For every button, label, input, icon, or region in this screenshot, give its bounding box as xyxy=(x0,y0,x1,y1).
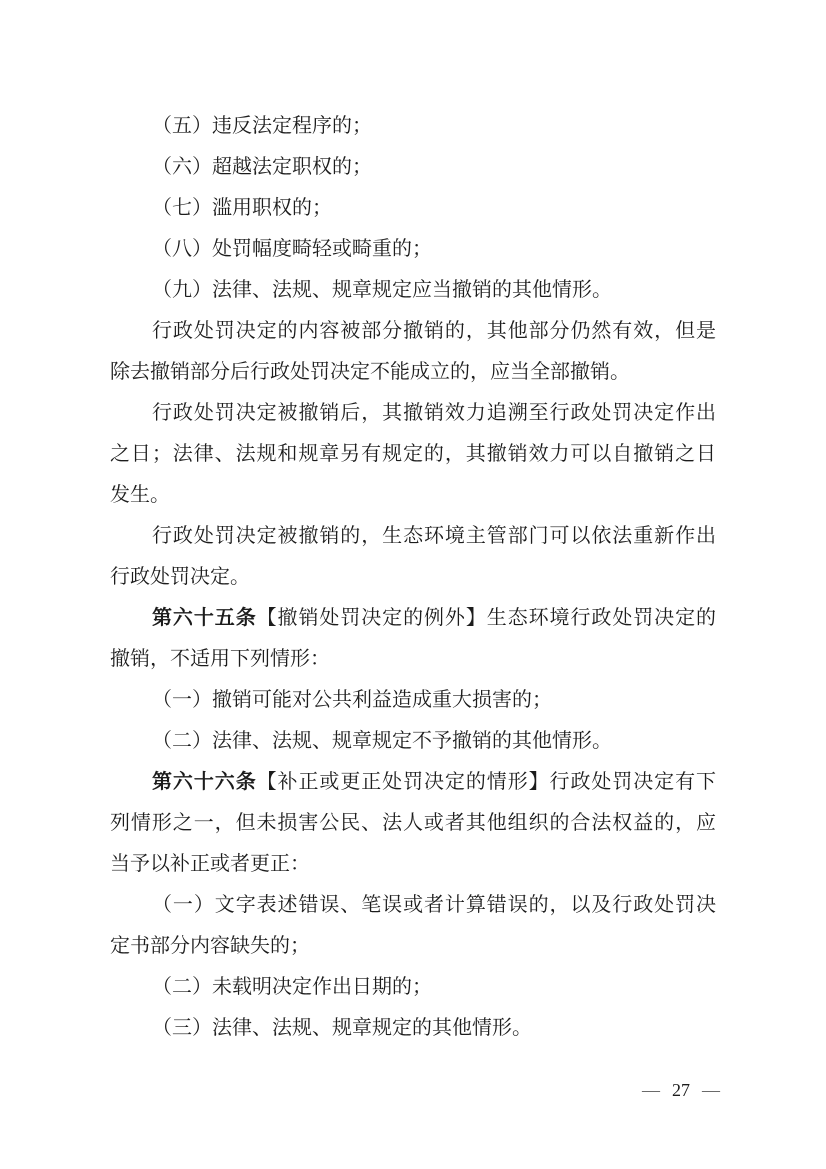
line-text: （八）处罚幅度畸轻或畸重的； xyxy=(152,238,432,260)
list-item-1 xyxy=(110,885,716,926)
paragraph-line xyxy=(110,844,716,885)
article-66-heading-line xyxy=(110,762,716,803)
line-text: 行政处罚决定被撤销后，其撤销效力追溯至行政处罚决定作出 xyxy=(152,402,716,424)
line-text: 撤销，不适用下列情形： xyxy=(110,648,330,670)
paragraph-line xyxy=(110,352,716,393)
paragraph-line xyxy=(110,803,716,844)
footer-dash-right: — xyxy=(702,1080,720,1100)
page-number: 27 xyxy=(672,1080,690,1100)
page-footer xyxy=(642,1080,720,1101)
paragraph-line xyxy=(110,434,716,475)
paragraph-line xyxy=(110,393,716,434)
article-number: 第六十五条 xyxy=(152,607,257,629)
line-text: 列情形之一，但未损害公民、法人或者其他组织的合法权益的，应 xyxy=(110,812,716,834)
line-text: （七）滥用职权的； xyxy=(152,197,332,219)
line-text: 行政处罚决定。 xyxy=(110,566,250,588)
line-text: 行政处罚决定被撤销的，生态环境主管部门可以依法重新作出 xyxy=(152,525,716,547)
article-number: 第六十六条 xyxy=(152,771,257,793)
line-text: 之日；法律、法规和规章另有规定的，其撤销效力可以自撤销之日 xyxy=(110,443,716,465)
paragraph-line xyxy=(110,516,716,557)
list-item-6 xyxy=(110,147,716,188)
paragraph-line xyxy=(110,926,716,967)
list-item-2 xyxy=(110,721,716,762)
line-text: （五）违反法定程序的； xyxy=(152,115,372,137)
line-text: （六）超越法定职权的； xyxy=(152,156,372,178)
list-item-5 xyxy=(110,106,716,147)
line-text: 定书部分内容缺失的； xyxy=(110,935,310,957)
paragraph-line xyxy=(110,557,716,598)
list-item-3 xyxy=(110,1008,716,1049)
line-text: （一）文字表述错误、笔误或者计算错误的，以及行政处罚决 xyxy=(152,894,716,916)
list-item-1 xyxy=(110,680,716,721)
line-text: 行政处罚决定的内容被部分撤销的，其他部分仍然有效，但是 xyxy=(152,320,716,342)
list-item-7 xyxy=(110,188,716,229)
line-text: （二）未载明决定作出日期的； xyxy=(152,976,432,998)
list-item-2 xyxy=(110,967,716,1008)
list-item-8 xyxy=(110,229,716,270)
line-text: （九）法律、法规、规章规定应当撤销的其他情形。 xyxy=(152,279,612,301)
footer-dash-left: — xyxy=(642,1080,660,1100)
line-text: 【撤销处罚决定的例外】生态环境行政处罚决定的 xyxy=(256,607,717,629)
paragraph-line xyxy=(110,639,716,680)
line-text: 当予以补正或者更正： xyxy=(110,853,310,875)
document-body xyxy=(110,106,716,1049)
line-text: （一）撤销可能对公共利益造成重大损害的； xyxy=(152,689,552,711)
line-text: 【补正或更正处罚决定的情形】行政处罚决定有下 xyxy=(256,771,717,793)
line-text: （三）法律、法规、规章规定的其他情形。 xyxy=(152,1017,532,1039)
line-text: 发生。 xyxy=(110,484,170,506)
line-text: 除去撤销部分后行政处罚决定不能成立的，应当全部撤销。 xyxy=(110,361,630,383)
paragraph-line xyxy=(110,311,716,352)
line-text: （二）法律、法规、规章规定不予撤销的其他情形。 xyxy=(152,730,612,752)
paragraph-line xyxy=(110,475,716,516)
list-item-9 xyxy=(110,270,716,311)
article-65-heading-line xyxy=(110,598,716,639)
